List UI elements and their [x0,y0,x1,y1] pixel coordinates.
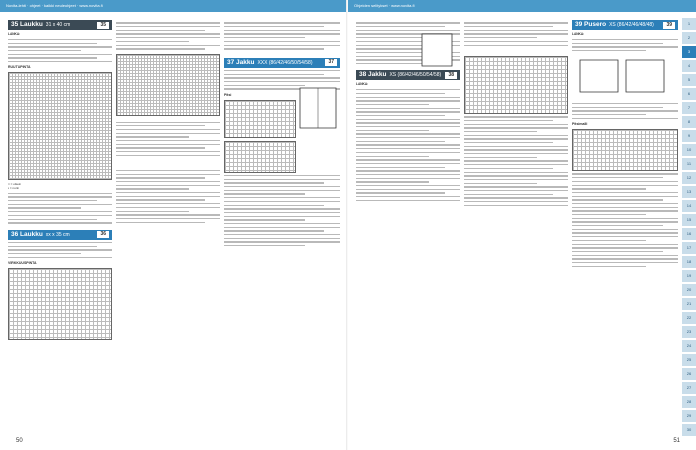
index-tab: 25 [682,354,696,366]
pattern-38-schematic [416,30,458,70]
pattern-39-title: 39 Pusero [575,21,607,28]
right-top-banner: Ohjeiden selitykset · www.novita.fi [348,0,696,12]
pattern-35-chart-label: RUUTUPINTA [8,65,31,70]
pattern-35-instructions [8,193,112,224]
pattern-38-size: XS (86/42/46/50/54/58) [389,72,442,79]
pattern-35-header [8,20,112,30]
pattern-39-text [572,39,678,51]
pattern-36-size: xx x 35 cm [45,231,70,238]
index-tab: 1 [682,18,696,30]
pattern-35-materials: LANKA: [8,32,21,36]
pattern-37-instructions [224,175,340,246]
pattern-39-number: 39 [663,22,675,29]
pattern-37-size: XXX (86/42/46/50/54/58) [257,59,313,66]
right-column-3 [572,20,678,269]
right-page [348,0,696,450]
index-tab: 29 [682,410,696,422]
index-tab: 4 [682,60,696,72]
index-tab: 12 [682,172,696,184]
pattern-35-legend: □ = oikein ▪ = nurin [8,182,22,191]
pattern-35-chart [8,72,112,180]
side-index-tabs [682,18,696,438]
pattern-35-size: 31 x 40 cm [45,22,71,28]
index-tab: 11 [682,158,696,170]
index-tab: 24 [682,340,696,352]
index-tab: 19 [682,270,696,282]
index-tab: 17 [682,242,696,254]
index-tab: 13 [682,186,696,198]
index-tab: 28 [682,396,696,408]
pattern-36-chart-label: VIRKKUUSPINTA [8,260,37,265]
pattern-36-continued [116,170,220,223]
pattern-39-schematic [572,56,672,96]
index-tab: 18 [682,256,696,268]
right-column-2 [464,20,568,208]
left-top-banner: Novita-lehti · ohjeet · kaikki neuleohjeet · www.novita.fi [0,0,348,12]
pattern-37-chart-1 [224,100,296,138]
pattern-39-instructions [572,173,678,266]
index-tab: 9 [682,130,696,142]
pattern-35-text [8,39,112,62]
index-tab: 26 [682,368,696,380]
index-tab: 2 [682,32,696,44]
pattern-37-chart-label: Pitsi [224,92,232,97]
left-column-1 [8,20,112,340]
pattern-39-chart [572,129,678,171]
pattern-35-number: 35 [97,22,109,29]
index-tab: 5 [682,74,696,86]
right-col2-text [464,116,568,206]
pattern-38-title: 38 Jakku [359,71,387,79]
pattern-36-text [8,242,112,258]
pattern-37-header [224,58,340,68]
index-tab: 21 [682,298,696,310]
pattern-38-text [356,89,460,201]
index-tab: 22 [682,312,696,324]
pattern-35-chart-2 [116,54,220,116]
pattern-36-title: 36 Laukku [11,230,43,238]
pattern-39-materials: LANKA: [572,32,585,36]
index-tab: 20 [682,284,696,296]
pattern-35-title: 35 Laukku [11,21,43,28]
pattern-37-title: 37 Jakku [227,58,255,66]
index-tab: 3 [682,46,696,58]
pattern-37-schematic [296,84,340,132]
column-3-text [224,22,340,49]
pattern-38-header [356,70,460,80]
pattern-36-header [8,230,112,240]
index-tab: 30 [682,424,696,436]
pattern-36-number: 36 [97,231,109,238]
index-tab: 8 [682,116,696,128]
pattern-37-chart-2 [224,141,296,173]
pattern-35-continued [116,22,220,49]
pattern-38-chart [464,56,568,114]
left-page-number: 50 [16,438,23,444]
index-tab: 27 [682,382,696,394]
index-tab: 6 [682,88,696,100]
index-tab: 7 [682,102,696,114]
index-tab: 16 [682,228,696,240]
left-column-2 [116,20,220,225]
pattern-39-header [572,20,678,30]
right-col2-text-top [464,22,568,45]
index-tab: 14 [682,200,696,212]
right-page-number: 51 [673,438,680,444]
index-tab: 10 [682,144,696,156]
pattern-39-text-2 [572,103,678,119]
left-column-3 [224,20,340,249]
pattern-39-chart-label: Pitsimalli [572,122,588,127]
pattern-35-finishing [116,122,220,156]
index-tab: 15 [682,214,696,226]
pattern-39-size: XS (86/42/46/48/48) [609,22,654,28]
pattern-38-number: 38 [445,72,457,79]
pattern-38-materials: LANKA: [356,82,369,87]
index-tab: 23 [682,326,696,338]
pattern-36-chart [8,268,112,340]
pattern-37-number: 37 [325,59,337,66]
